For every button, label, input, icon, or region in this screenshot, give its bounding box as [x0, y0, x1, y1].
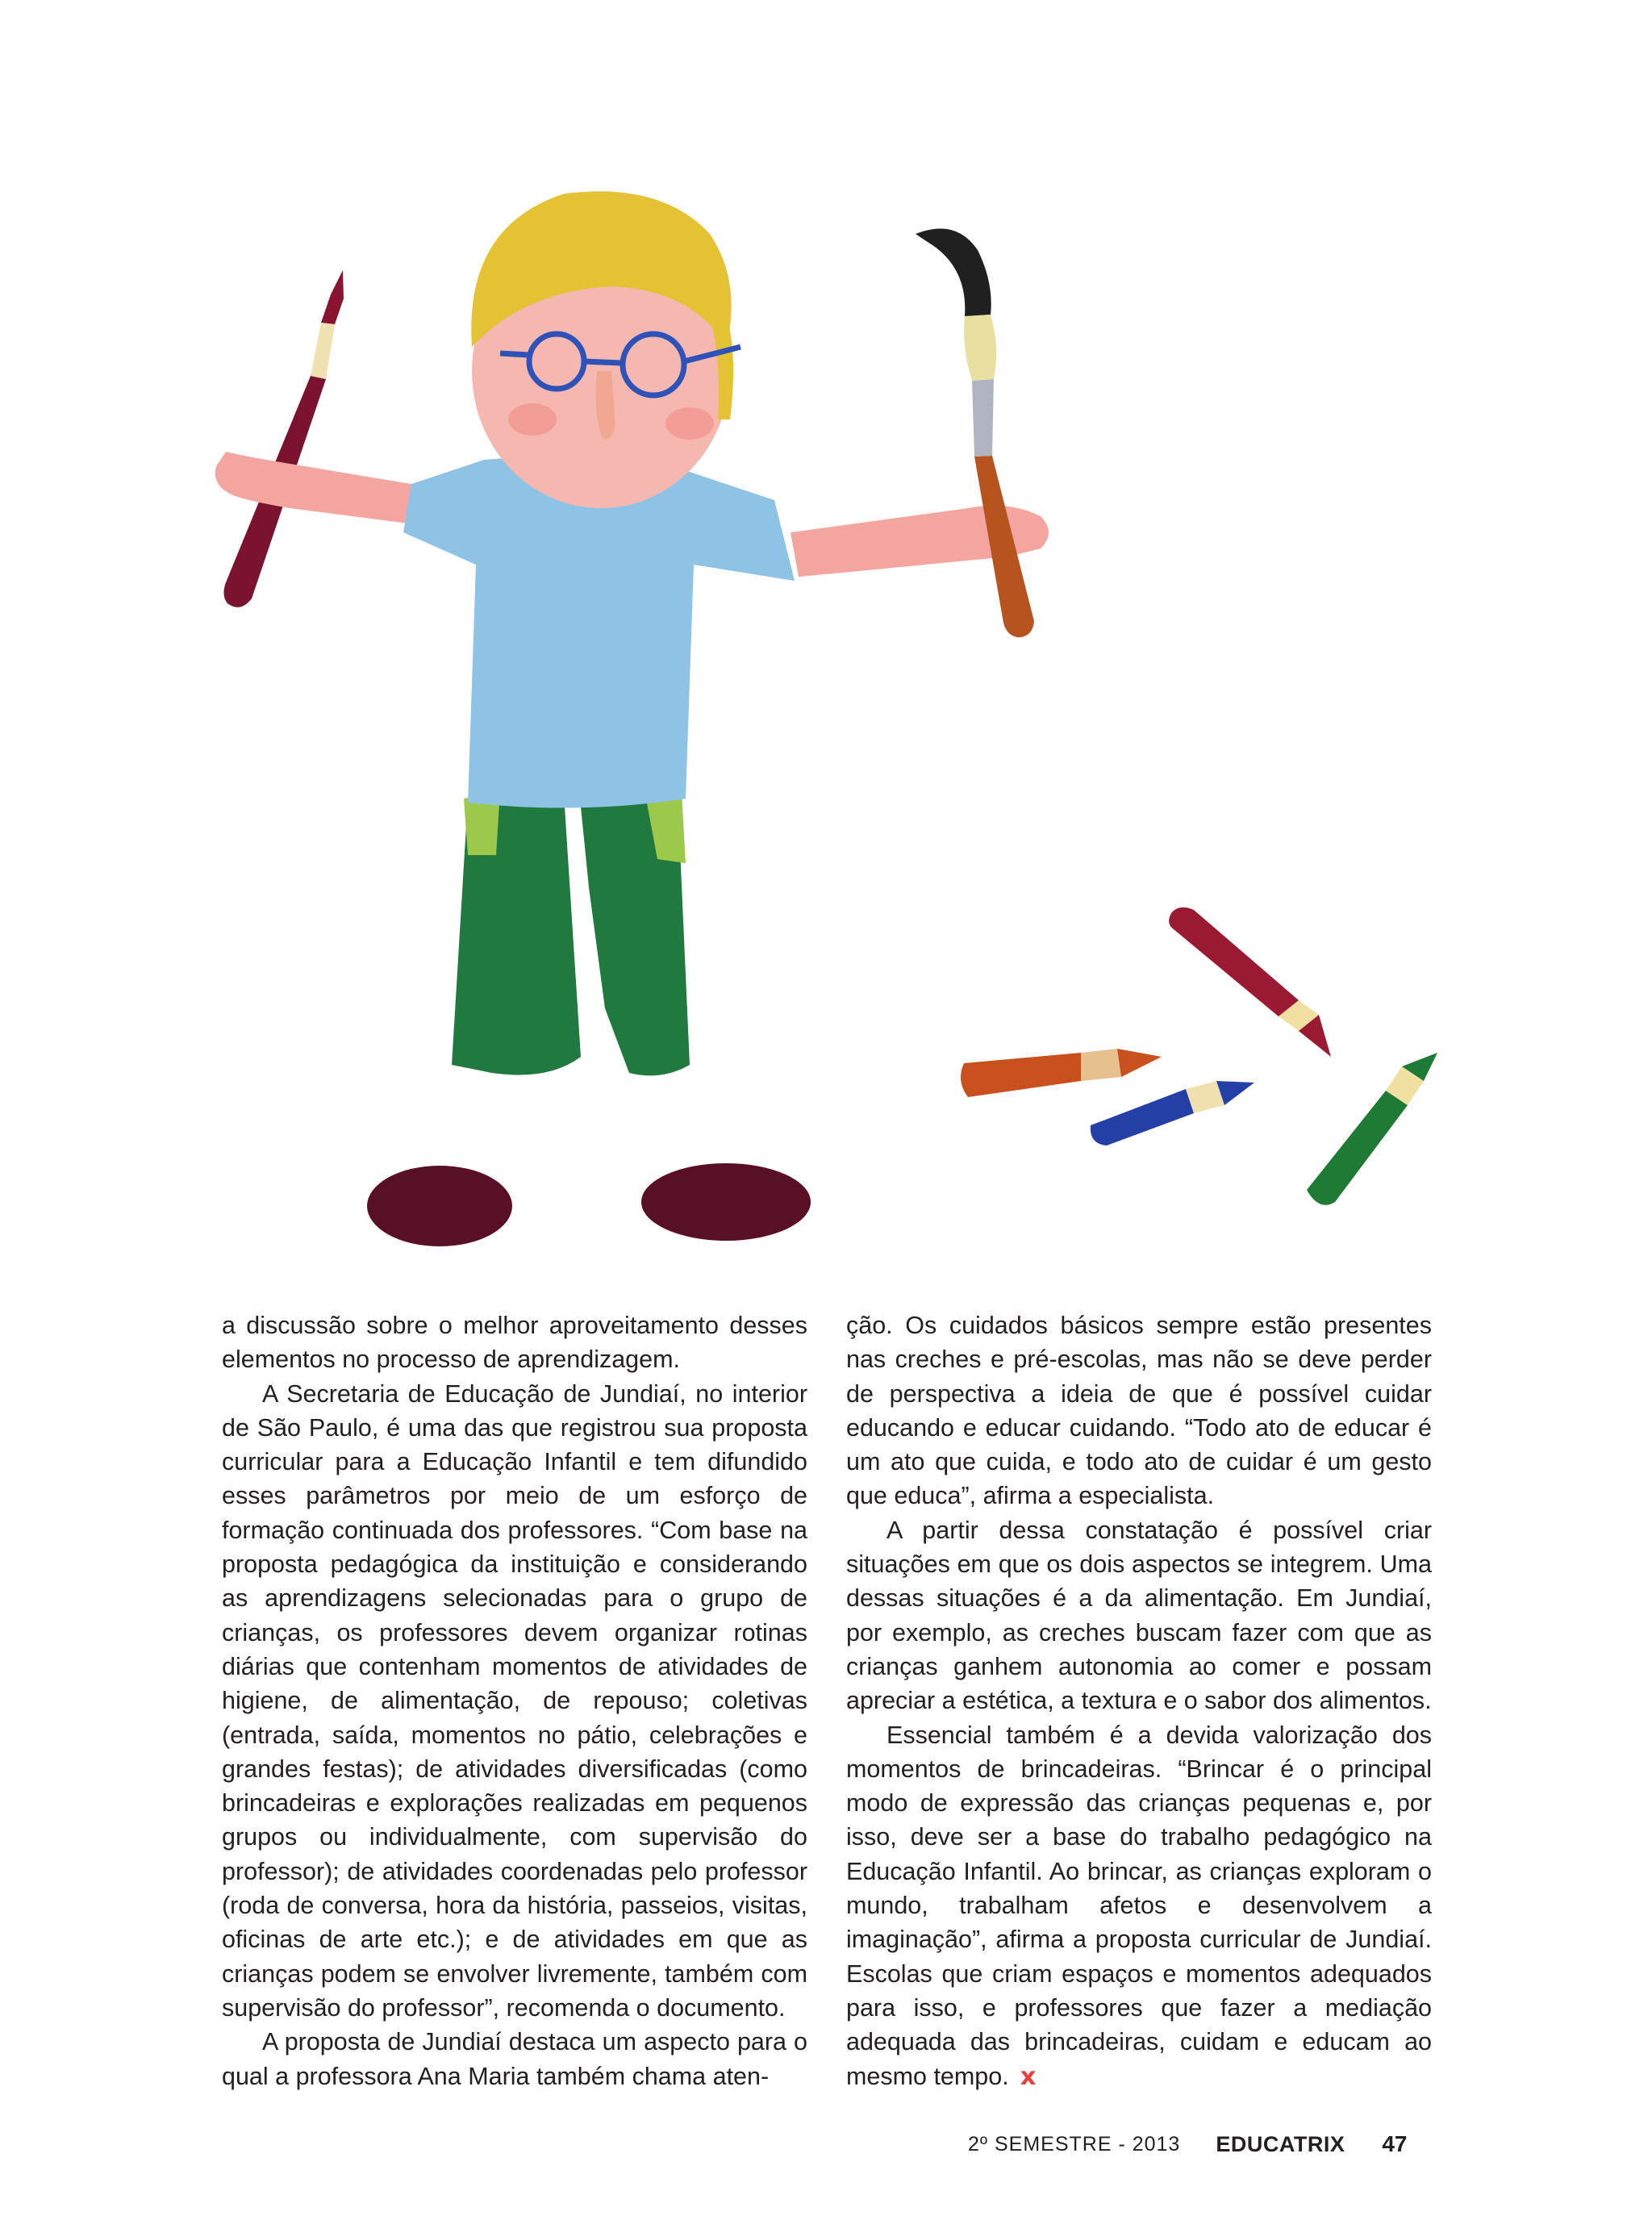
- page-number: 47: [1382, 2131, 1408, 2156]
- article-left-column: [222, 1308, 807, 2093]
- paragraph: a discussão sobre o melhor aproveitamento desses elementos no processo de aprendizagem.: [222, 1312, 807, 1374]
- end-of-article-mark: x: [1020, 2062, 1037, 2091]
- article-right-column: [846, 1308, 1432, 2094]
- paragraph: A proposta de Jundiaí destaca um aspecto para o qual a professora Ana Maria também chama aten-: [222, 2028, 807, 2090]
- issue-label: 2º SEMESTRE - 2013: [968, 2132, 1181, 2155]
- paragraph: [846, 1718, 1432, 2094]
- paragraph: ção. Os cuidados básicos sempre estão presentes nas creches e pré-escolas, mas não se deve perder de perspectiva a ideia de que é possível cuidar educando e educar cuidando. “Todo ato de educar é um ato que cuida, e todo ato de cuidar é um gesto que educa”, afirma a especialista.: [846, 1312, 1432, 1510]
- shirt: [403, 457, 795, 808]
- page-footer: [968, 2128, 1408, 2160]
- crayon-green: [1307, 1053, 1437, 1205]
- held-pencil-left: [223, 270, 344, 607]
- left-arm: [215, 452, 415, 524]
- paragraph: A Secretaria de Educação de Jundiaí, no interior de São Paulo, é uma das que registrou sua proposta curricular para a Educação Infantil e tem difundido esses parâmetros por meio de um esforço de formação continuada dos professores. “Com base na proposta pedagógica da instituição e considerando as aprendizagens selecionadas para o grupo de crianças, os professores devem organizar rotinas diárias que contenham momentos de atividades de higiene, de alimentação, de repouso; coletivas (entrada, saída, momentos no pátio, celebrações e grandes festas); de atividades diversificadas (como brincadeiras e explorações realizadas em pequenos grupos ou individualmente, com supervisão do professor); de atividades coordenadas pelo professor (roda de conversa, hora da história, passeios, visitas, oficinas de arte etc.); e de atividades em que as crianças podem se envolver livremente, também com supervisão do professor”, recomenda o documento.: [222, 1379, 807, 2022]
- crayon-blue: [1091, 1081, 1254, 1146]
- left-shoe: [367, 1166, 512, 1246]
- magazine-logo: EDUCATRIX: [1216, 2131, 1345, 2156]
- held-paintbrush-right: [916, 228, 1034, 637]
- paragraph-text: Essencial também é a devida valorização dos momentos de brincadeiras. “Brincar é o principal modo de expressão das crianças pequenas e, por isso, deve ser a base do trabalho pedagógico na Educação Infantil. Ao brincar, as crianças exploram o mundo, trabalham afetos e desenvolvem a imaginação”, afirma a proposta curricular de Jundiaí. Escolas que criam espaços e momentos adequados para isso, e professores que fazer a mediação adequada das brincadeiras, cuidam e educam ao mesmo tempo.: [846, 1721, 1432, 2090]
- crayon-maroon: [1169, 908, 1331, 1057]
- paragraph: A partir dessa constatação é possível criar situações em que os dois aspectos se integrem. Uma dessas situações é a da alimentação. Em Jundiaí, por exemplo, as creches buscam fazer com que as crianças ganhem autonomia ao comer e possam apreciar a estética, a textura e o sabor dos alimentos.: [846, 1516, 1432, 1715]
- crayon-orange: [961, 1049, 1162, 1097]
- right-shoe: [641, 1163, 811, 1241]
